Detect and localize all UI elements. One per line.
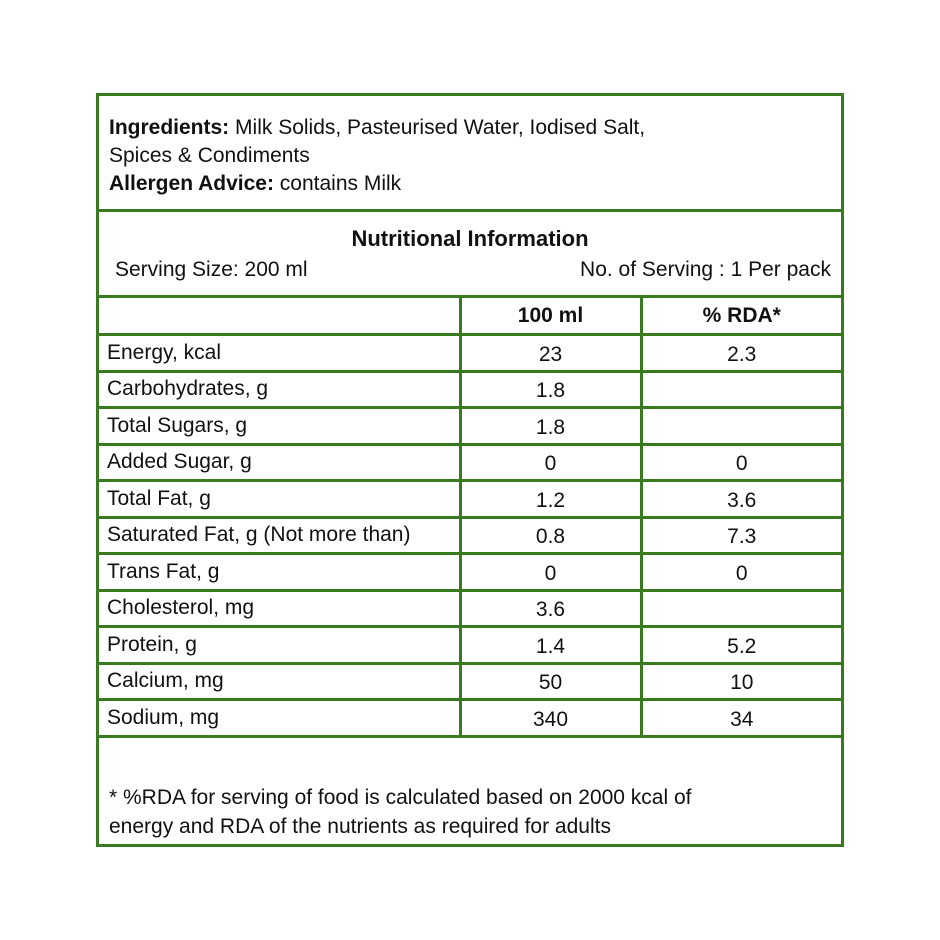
nutrient-rda [641,371,841,408]
nutrient-rda: 10 [641,663,841,700]
nutrient-rda: 34 [641,700,841,737]
nutrition-header [99,212,841,298]
ingredients-text-continued: Spices & Condiments [109,144,310,167]
table-row [99,408,841,445]
column-header-per-100ml: 100 ml [460,298,641,335]
nutrient-name: Sodium, mg [99,700,460,737]
allergen-line [109,170,831,198]
ingredients-line [109,114,831,142]
nutrient-per-100ml: 1.8 [460,371,641,408]
table-row [99,335,841,372]
nutrition-table [99,298,841,738]
ingredients-text: Milk Solids, Pasteurised Water, Iodised Salt, [235,116,646,139]
table-row [99,481,841,518]
allergen-heading: Allergen Advice: [109,172,274,195]
column-header-rda: % RDA* [641,298,841,335]
nutrient-per-100ml: 1.8 [460,408,641,445]
nutrient-rda: 0 [641,444,841,481]
nutrition-title: Nutritional Information [351,226,589,251]
table-row [99,663,841,700]
nutrient-per-100ml: 23 [460,335,641,372]
nutrient-rda: 2.3 [641,335,841,372]
footnote-line: * %RDA for serving of food is calculated based on 2000 kcal of [109,786,692,809]
nutrient-rda [641,590,841,627]
column-header-nutrient [99,298,460,335]
table-row [99,590,841,627]
nutrient-name: Added Sugar, g [99,444,460,481]
nutrient-per-100ml: 1.4 [460,627,641,664]
table-row [99,627,841,664]
table-row [99,371,841,408]
serving-size: Serving Size: 200 ml [115,258,308,281]
nutrient-name: Total Sugars, g [99,408,460,445]
nutrient-per-100ml: 0 [460,554,641,591]
nutrient-per-100ml: 340 [460,700,641,737]
nutrient-name: Saturated Fat, g (Not more than) [99,517,460,554]
nutrient-per-100ml: 0.8 [460,517,641,554]
table-row [99,517,841,554]
nutrient-name: Trans Fat, g [99,554,460,591]
nutrient-rda: 7.3 [641,517,841,554]
table-row [99,444,841,481]
table-header-row [99,298,841,335]
nutrient-name: Calcium, mg [99,663,460,700]
nutrient-name: Total Fat, g [99,481,460,518]
servings-per-pack: No. of Serving : 1 Per pack [580,258,831,281]
table-row [99,554,841,591]
nutrient-rda: 3.6 [641,481,841,518]
nutrient-per-100ml: 0 [460,444,641,481]
rda-footnote [99,773,841,841]
table-row [99,700,841,737]
nutrient-per-100ml: 3.6 [460,590,641,627]
ingredients-heading: Ingredients: [109,116,230,139]
nutrient-per-100ml: 50 [460,663,641,700]
nutrient-name: Protein, g [99,627,460,664]
footnote-line: energy and RDA of the nutrients as required for adults [109,815,611,838]
nutrient-name: Carbohydrates, g [99,371,460,408]
ingredients-section [99,96,841,212]
allergen-text: contains Milk [279,172,402,195]
nutrient-name: Cholesterol, mg [99,590,460,627]
nutrition-label [96,93,844,847]
nutrient-name: Energy, kcal [99,335,460,372]
nutrient-rda: 5.2 [641,627,841,664]
nutrient-per-100ml: 1.2 [460,481,641,518]
nutrient-rda [641,408,841,445]
nutrient-rda: 0 [641,554,841,591]
